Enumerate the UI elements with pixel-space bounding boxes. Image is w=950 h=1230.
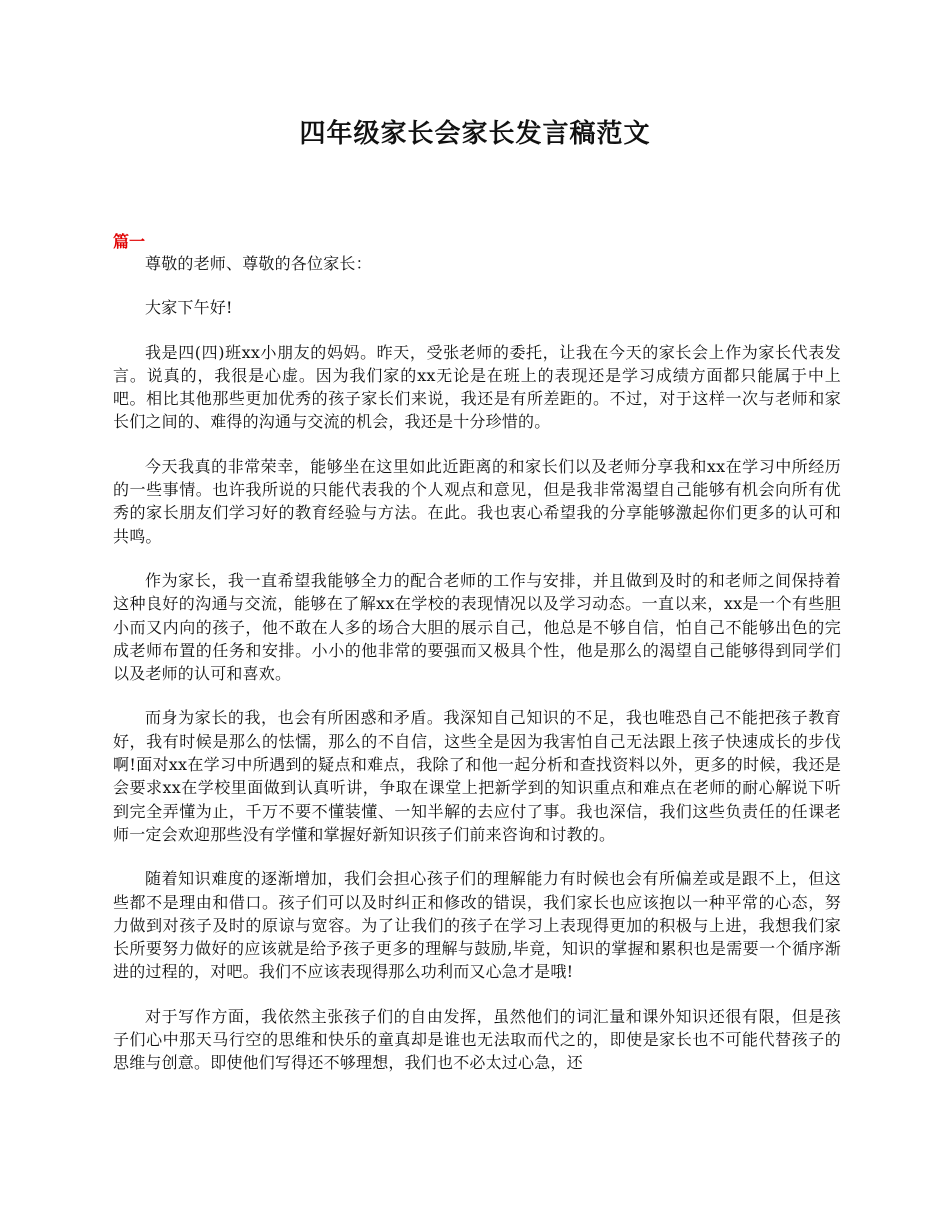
paragraph-salutation: 大家下午好! bbox=[145, 298, 233, 318]
section-label: 篇一 bbox=[113, 232, 146, 251]
paragraph: 作为家长，我一直希望我能够全力的配合老师的工作与安排，并且做到及时的和老师之间保持着这种良好的沟通与交流，能够在了解xx在学校的表现情况以及学习动态。一直以来，xx是一个有些胆小而又内向的孩子，他不敢在人多的场合大胆的展示自己，他总是不够自信，怕自己不能够出色的完成老师布置的任务和安排。小小的他非常的要强而又极具个性，他是那么的渴望自己能够得到同学们以及老师的认可和喜欢。 bbox=[113, 570, 841, 684]
paragraph: 对于写作方面，我依然主张孩子们的自由发挥，虽然他们的词汇量和课外知识还很有限，但是孩子们心中那天马行空的思维和快乐的童真却是谁也无法取而代之的，即使是家长也不可能代替孩子的思维与创意。即使他们写得还不够理想，我们也不必太过心急，还 bbox=[113, 1006, 841, 1073]
paragraph: 随着知识难度的逐渐增加，我们会担心孩子们的理解能力有时候也会有所偏差或是跟不上，但这些都不是理由和借口。孩子们可以及时纠正和修改的错误，我们家长也应该抱以一种平常的心态，努力做到对孩子及时的原谅与宽容。为了让我们的孩子在学习上表现得更加的积极与上进，我想我们家长所要努力做好的应该就是给予孩子更多的理解与鼓励,毕竟，知识的掌握和累积也是需要一个循序渐进的过程的，对吧。我们不应该表现得那么功利而又心急才是哦! bbox=[113, 869, 841, 982]
paragraph: 今天我真的非常荣幸，能够坐在这里如此近距离的和家长们以及老师分享我和xx在学习中所经历的一些事情。也许我所说的只能代表我的个人观点和意见，但是我非常渴望自己能够有机会向所有优秀的家长朋友们学习好的教育经验与方法。在此。我也衷心希望我的分享能够激起你们更多的认可和共鸣。 bbox=[113, 456, 841, 546]
paragraph: 而身为家长的我，也会有所困惑和矛盾。我深知自己知识的不足，我也唯恐自己不能把孩子教育好，我有时候是那么的怯懦，那么的不自信，这些全是因为我害怕自己无法跟上孩子快速成长的步伐啊!面对xx在学习中所遇到的疑点和难点，我除了和他一起分析和查找资料以外，更多的时候，我还是会要求xx在学校里面做到认真听讲，争取在课堂上把新学到的知识重点和难点在老师的耐心解说下听到完全弄懂为止，千万不要不懂装懂、一知半解的去应付了事。我也深信，我们这些负责任的任课老师一定会欢迎那些没有学懂和掌握好新知识孩子们前来咨询和讨教的。 bbox=[113, 708, 841, 844]
document-title: 四年级家长会家长发言稿范文 bbox=[299, 119, 651, 149]
document-body bbox=[113, 252, 841, 1096]
paragraph: 我是四(四)班xx小朋友的妈妈。昨天，受张老师的委托，让我在今天的家长会上作为家长代表发言。说真的，我很是心虚。因为我们家的xx无论是在班上的表现还是学习成绩方面都只能属于中上吧。相比其他那些更加优秀的孩子家长们来说，我还是有所差距的。不过，对于这样一次与老师和家长们之间的、难得的沟通与交流的机会，我还是十分珍惜的。 bbox=[113, 342, 841, 432]
paragraph-greeting: 尊敬的老师、尊敬的各位家长： bbox=[145, 254, 372, 273]
